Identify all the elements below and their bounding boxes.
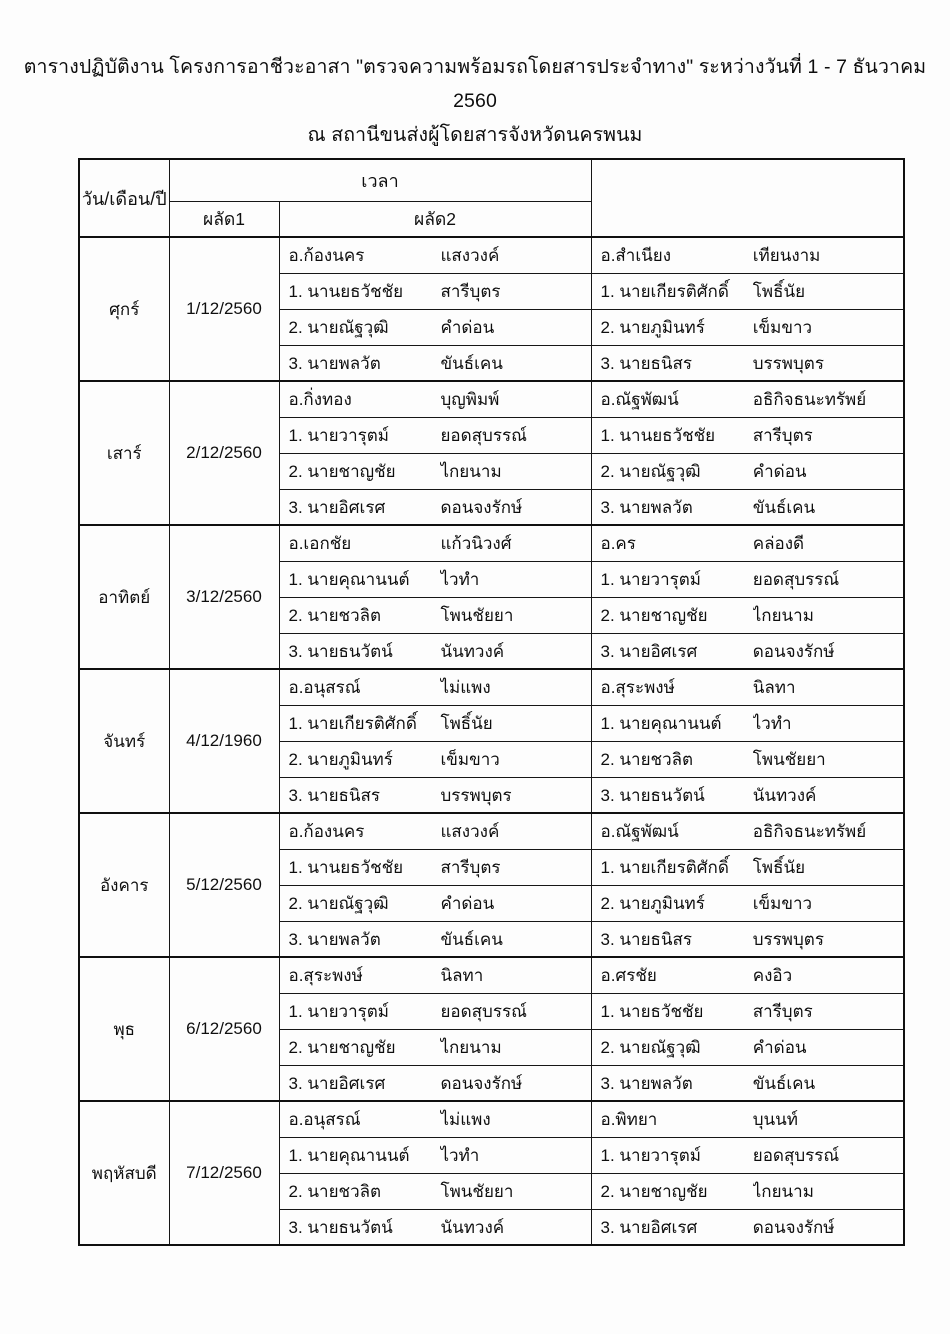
shift1-staff-cell	[279, 561, 591, 597]
shift1-staff-cell	[279, 1137, 591, 1173]
staff-line	[592, 598, 904, 633]
staff-name: อ.คร	[600, 534, 636, 554]
shift2-staff-cell	[591, 417, 904, 453]
shift2-staff-cell	[591, 1137, 904, 1173]
staff-name: 3. นายอิศเรศ	[600, 641, 698, 661]
staff-line	[280, 382, 591, 417]
staff-line	[592, 958, 904, 993]
staff-line	[280, 742, 591, 777]
staff-name: 1. นานยธวัชชัย	[288, 857, 404, 877]
staff-surname: ยอดสุบรรณ์	[752, 569, 840, 589]
staff-line	[592, 814, 904, 849]
shift1-staff-cell	[279, 417, 591, 453]
staff-name: 2. นายภูมินทร์	[288, 749, 393, 769]
staff-line	[280, 706, 591, 741]
shift1-staff-cell	[279, 849, 591, 885]
shift2-staff-cell	[591, 381, 904, 417]
header-time: เวลา	[169, 159, 591, 201]
staff-surname: โพธิ์นัย	[752, 281, 806, 301]
staff-surname: อธิกิจธนะทรัพย์	[752, 822, 867, 842]
staff-line	[280, 454, 591, 489]
staff-line	[592, 1174, 904, 1209]
staff-line	[592, 238, 904, 273]
staff-line	[592, 670, 904, 705]
table-body	[79, 237, 904, 1245]
staff-name: 2. นายชาญชัย	[288, 461, 396, 481]
shift2-staff-cell	[591, 345, 904, 381]
day-cell: พุธ	[79, 957, 169, 1101]
staff-surname: เข็มขาว	[752, 317, 813, 337]
staff-surname: คำด่อน	[440, 317, 495, 337]
title-line-2: ณ สถานีขนส่งผู้โดยสารจังหวัดนครพนม	[307, 124, 643, 147]
shift1-staff-cell	[279, 741, 591, 777]
staff-surname: ขันธ์เคน	[752, 497, 816, 517]
staff-line	[280, 814, 591, 849]
shift1-staff-cell	[279, 885, 591, 921]
staff-name: 1. นายวารุตม์	[600, 569, 701, 589]
staff-surname: ยอดสุบรรณ์	[440, 1001, 527, 1021]
staff-name: อ.กิ่งทอง	[288, 390, 352, 410]
staff-line	[280, 274, 591, 309]
staff-surname: ไกยนาม	[440, 1037, 502, 1057]
shift2-staff-cell	[591, 777, 904, 813]
shift1-staff-cell	[279, 525, 591, 561]
staff-surname: บุญพิมพ์	[440, 390, 500, 410]
staff-name: 3. นายธนวัตน์	[288, 641, 393, 661]
staff-name: 3. นายธนิสร	[600, 929, 693, 949]
staff-line	[592, 706, 904, 741]
staff-name: 3. นายพลวัต	[288, 929, 381, 949]
day-cell: พฤหัสบดี	[79, 1101, 169, 1245]
staff-surname: คำด่อน	[752, 1037, 807, 1057]
staff-surname: คำด่อน	[752, 461, 807, 481]
staff-name: อ.พิทยา	[600, 1110, 658, 1130]
header-row-shifts	[79, 201, 904, 237]
staff-line	[280, 670, 591, 705]
staff-name: 3. นายธนวัตน์	[288, 1217, 393, 1237]
staff-name: 2. นายณัฐวุฒิ	[288, 893, 389, 913]
staff-surname: นันทวงค์	[440, 641, 505, 661]
staff-surname: ไกยนาม	[752, 605, 814, 625]
staff-surname: โพนชัยยา	[752, 749, 826, 769]
day-cell: ศุกร์	[79, 237, 169, 381]
staff-line	[280, 526, 591, 561]
staff-name: 3. นายอิศเรศ	[288, 1073, 386, 1093]
shift1-staff-cell	[279, 1029, 591, 1065]
staff-line	[592, 382, 904, 417]
date-cell: 1/12/2560	[169, 237, 279, 381]
staff-name: อ.สุระพงษ์	[288, 966, 363, 986]
staff-line	[592, 310, 904, 345]
staff-surname: บุนนท์	[752, 1110, 798, 1130]
staff-name: 2. นายชาญชัย	[600, 605, 708, 625]
shift2-staff-cell	[591, 489, 904, 525]
shift1-staff-cell	[279, 597, 591, 633]
shift1-staff-cell	[279, 993, 591, 1029]
staff-name: อ.สำเนียง	[600, 246, 672, 266]
staff-name: 1. นายวารุตม์	[600, 1145, 701, 1165]
shift2-staff-cell	[591, 741, 904, 777]
staff-surname: นิลทา	[752, 678, 796, 698]
date-cell: 2/12/2560	[169, 381, 279, 525]
staff-name: 1. นายเกียรติศักดิ์	[288, 713, 417, 733]
staff-line	[280, 346, 591, 381]
staff-surname: ดอนจงรักษ์	[752, 1217, 835, 1237]
shift1-staff-cell	[279, 669, 591, 705]
staff-name: อ.ณัฐพัฒน์	[600, 822, 679, 842]
staff-name: 1. นายเกียรติศักดิ์	[600, 281, 729, 301]
staff-surname: อธิกิจธนะทรัพย์	[752, 390, 867, 410]
staff-surname: โพธิ์นัย	[440, 713, 493, 733]
day-cell: จันทร์	[79, 669, 169, 813]
staff-name: 1. นายวารุตม์	[288, 1001, 389, 1021]
title-line-1: ตารางปฏิบัติงาน โครงการอาชีวะอาสา "ตรวจความพร้อมรถโดยสารประจำทาง" ระหว่างวันที่ 1 - 7 ธันวาคม 2560	[23, 56, 927, 113]
staff-surname: ขันธ์เคน	[440, 929, 503, 949]
staff-name: 1. นายคุณานนต์	[288, 1145, 410, 1165]
staff-name: อ.ก้องนคร	[288, 822, 365, 842]
staff-name: อ.เอกชัย	[288, 534, 352, 554]
shift1-staff-cell	[279, 1173, 591, 1209]
staff-line	[280, 1138, 591, 1173]
staff-line	[592, 850, 904, 885]
shift1-staff-cell	[279, 957, 591, 993]
staff-surname: เทียนงาม	[752, 246, 821, 266]
staff-name: 1. นานยธวัชชัย	[600, 425, 716, 445]
staff-line	[280, 1210, 591, 1245]
staff-line	[592, 1066, 904, 1101]
staff-line	[592, 490, 904, 525]
staff-surname: ดอนจงรักษ์	[440, 497, 523, 517]
staff-line	[592, 778, 904, 813]
staff-line	[280, 310, 591, 345]
shift2-staff-cell	[591, 1209, 904, 1245]
shift2-staff-cell	[591, 705, 904, 741]
staff-surname: บรรพบุตร	[752, 353, 824, 373]
staff-surname: คล่องดี	[752, 534, 805, 554]
staff-line	[280, 886, 591, 921]
date-cell: 4/12/1960	[169, 669, 279, 813]
staff-name: 2. นายชวลิต	[288, 605, 382, 625]
staff-name: อ.สุระพงษ์	[600, 678, 675, 698]
staff-line	[592, 922, 904, 957]
shift2-staff-cell	[591, 957, 904, 993]
schedule-row	[79, 1101, 904, 1137]
staff-line	[280, 598, 591, 633]
staff-line	[280, 850, 591, 885]
staff-name: 2. นายชาญชัย	[600, 1181, 708, 1201]
shift1-staff-cell	[279, 1065, 591, 1101]
shift2-staff-cell	[591, 1029, 904, 1065]
shift2-staff-cell	[591, 561, 904, 597]
staff-line	[592, 562, 904, 597]
schedule-row	[79, 381, 904, 417]
header-shift1: ผลัด1	[169, 201, 279, 237]
staff-name: 2. นายณัฐวุฒิ	[600, 1037, 701, 1057]
staff-line	[280, 1174, 591, 1209]
staff-name: 3. นายธนิสร	[288, 785, 381, 805]
duty-schedule-table	[78, 158, 905, 1246]
shift2-staff-cell	[591, 633, 904, 669]
staff-surname: คงอิว	[752, 966, 793, 986]
staff-surname: โพธิ์นัย	[752, 857, 806, 877]
staff-line	[592, 886, 904, 921]
document-title	[0, 50, 950, 152]
date-cell: 7/12/2560	[169, 1101, 279, 1245]
table-header	[79, 159, 904, 237]
shift1-staff-cell	[279, 1101, 591, 1137]
staff-line	[280, 958, 591, 993]
staff-surname: นันทวงค์	[440, 1217, 505, 1237]
staff-surname: ไกยนาม	[440, 461, 502, 481]
shift2-staff-cell	[591, 993, 904, 1029]
staff-line	[592, 346, 904, 381]
header-row-time	[79, 159, 904, 201]
staff-line	[280, 562, 591, 597]
header-day-month-year: วัน/เดือน/ปี	[79, 159, 169, 237]
shift2-staff-cell	[591, 237, 904, 273]
staff-line	[280, 1066, 591, 1101]
shift1-staff-cell	[279, 813, 591, 849]
staff-line	[280, 1030, 591, 1065]
staff-line	[280, 238, 591, 273]
staff-name: 2. นายภูมินทร์	[600, 893, 705, 913]
schedule-row	[79, 237, 904, 273]
staff-surname: ไม่แพง	[440, 678, 491, 698]
staff-surname: บรรพบุตร	[752, 929, 824, 949]
staff-surname: ไวทำ	[440, 569, 480, 589]
staff-name: อ.อนุสรณ์	[288, 1110, 361, 1130]
staff-line	[280, 922, 591, 957]
staff-surname: แสงวงค์	[440, 246, 500, 266]
shift1-staff-cell	[279, 381, 591, 417]
shift2-staff-cell	[591, 1065, 904, 1101]
staff-name: 3. นายธนิสร	[600, 353, 693, 373]
shift2-staff-cell	[591, 453, 904, 489]
staff-surname: เข็มขาว	[440, 749, 500, 769]
staff-name: 1. นายวารุตม์	[288, 425, 389, 445]
staff-line	[592, 742, 904, 777]
staff-line	[592, 418, 904, 453]
staff-surname: นิลทา	[440, 966, 484, 986]
staff-surname: สารีบุตร	[440, 281, 501, 301]
staff-surname: ไกยนาม	[752, 1181, 814, 1201]
staff-name: 3. นายพลวัต	[600, 497, 693, 517]
staff-name: 2. นายชวลิต	[600, 749, 694, 769]
schedule-row	[79, 525, 904, 561]
staff-surname: ไวทำ	[440, 1145, 480, 1165]
date-cell: 5/12/2560	[169, 813, 279, 957]
staff-line	[280, 418, 591, 453]
shift2-staff-cell	[591, 1173, 904, 1209]
shift2-staff-cell	[591, 525, 904, 561]
staff-surname: ยอดสุบรรณ์	[752, 1145, 840, 1165]
schedule-row	[79, 813, 904, 849]
staff-line	[592, 454, 904, 489]
shift1-staff-cell	[279, 489, 591, 525]
staff-surname: สารีบุตร	[440, 857, 501, 877]
staff-surname: เข็มขาว	[752, 893, 813, 913]
staff-surname: แก้วนิวงศ์	[440, 534, 512, 554]
shift1-staff-cell	[279, 705, 591, 741]
staff-name: อ.ก้องนคร	[288, 246, 365, 266]
staff-surname: คำด่อน	[440, 893, 495, 913]
staff-line	[592, 1138, 904, 1173]
staff-surname: โพนชัยยา	[440, 1181, 514, 1201]
staff-surname: สารีบุตร	[752, 1001, 813, 1021]
shift2-staff-cell	[591, 813, 904, 849]
date-cell: 6/12/2560	[169, 957, 279, 1101]
shift2-staff-cell	[591, 669, 904, 705]
staff-name: 1. นานยธวัชชัย	[288, 281, 404, 301]
shift1-staff-cell	[279, 309, 591, 345]
staff-line	[592, 1030, 904, 1065]
staff-surname: สารีบุตร	[752, 425, 813, 445]
staff-surname: ขันธ์เคน	[440, 353, 503, 373]
staff-line	[280, 634, 591, 669]
staff-line	[280, 1102, 591, 1137]
shift1-staff-cell	[279, 777, 591, 813]
shift1-staff-cell	[279, 273, 591, 309]
shift1-staff-cell	[279, 237, 591, 273]
staff-name: 3. นายอิศเรศ	[288, 497, 386, 517]
shift2-staff-cell	[591, 597, 904, 633]
staff-surname: ไม่แพง	[440, 1110, 491, 1130]
staff-name: 1. นายคุณานนต์	[288, 569, 410, 589]
shift2-staff-cell	[591, 849, 904, 885]
staff-surname: โพนชัยยา	[440, 605, 514, 625]
staff-name: อ.อนุสรณ์	[288, 678, 361, 698]
shift1-staff-cell	[279, 921, 591, 957]
schedule-row	[79, 669, 904, 705]
shift2-staff-cell	[591, 921, 904, 957]
staff-name: 2. นายชาญชัย	[288, 1037, 396, 1057]
header-shift2: ผลัด2	[279, 201, 591, 237]
staff-name: 3. นายธนวัตน์	[600, 785, 705, 805]
staff-name: 2. นายณัฐวุฒิ	[600, 461, 701, 481]
shift2-staff-cell	[591, 885, 904, 921]
staff-line	[592, 634, 904, 669]
shift2-staff-cell	[591, 309, 904, 345]
staff-surname: ขันธ์เคน	[752, 1073, 816, 1093]
day-cell: เสาร์	[79, 381, 169, 525]
staff-surname: ยอดสุบรรณ์	[440, 425, 527, 445]
day-cell: อังคาร	[79, 813, 169, 957]
staff-line	[592, 526, 904, 561]
shift1-staff-cell	[279, 453, 591, 489]
staff-name: 2. นายณัฐวุฒิ	[288, 317, 389, 337]
staff-line	[280, 490, 591, 525]
staff-name: อ.ศรชัย	[600, 966, 657, 986]
staff-name: 1. นายธวัชชัย	[600, 1001, 704, 1021]
staff-surname: บรรพบุตร	[440, 785, 512, 805]
day-cell: อาทิตย์	[79, 525, 169, 669]
staff-name: 2. นายภูมินทร์	[600, 317, 705, 337]
staff-name: 1. นายเกียรติศักดิ์	[600, 857, 729, 877]
staff-line	[592, 994, 904, 1029]
staff-name: อ.ณัฐพัฒน์	[600, 390, 679, 410]
staff-line	[592, 274, 904, 309]
staff-name: 3. นายอิศเรศ	[600, 1217, 698, 1237]
shift1-staff-cell	[279, 633, 591, 669]
shift2-staff-cell	[591, 1101, 904, 1137]
staff-line	[592, 1210, 904, 1245]
staff-line	[280, 778, 591, 813]
staff-surname: แสงวงค์	[440, 822, 500, 842]
staff-surname: นันทวงค์	[752, 785, 817, 805]
date-cell: 3/12/2560	[169, 525, 279, 669]
staff-name: 2. นายชวลิต	[288, 1181, 382, 1201]
staff-name: 1. นายคุณานนต์	[600, 713, 722, 733]
schedule-row	[79, 957, 904, 993]
shift2-staff-cell	[591, 273, 904, 309]
staff-name: 3. นายพลวัต	[600, 1073, 693, 1093]
staff-surname: ดอนจงรักษ์	[440, 1073, 523, 1093]
staff-name: 3. นายพลวัต	[288, 353, 381, 373]
shift1-staff-cell	[279, 1209, 591, 1245]
shift1-staff-cell	[279, 345, 591, 381]
staff-line	[592, 1102, 904, 1137]
staff-surname: ไวทำ	[752, 713, 792, 733]
staff-line	[280, 994, 591, 1029]
staff-surname: ดอนจงรักษ์	[752, 641, 835, 661]
